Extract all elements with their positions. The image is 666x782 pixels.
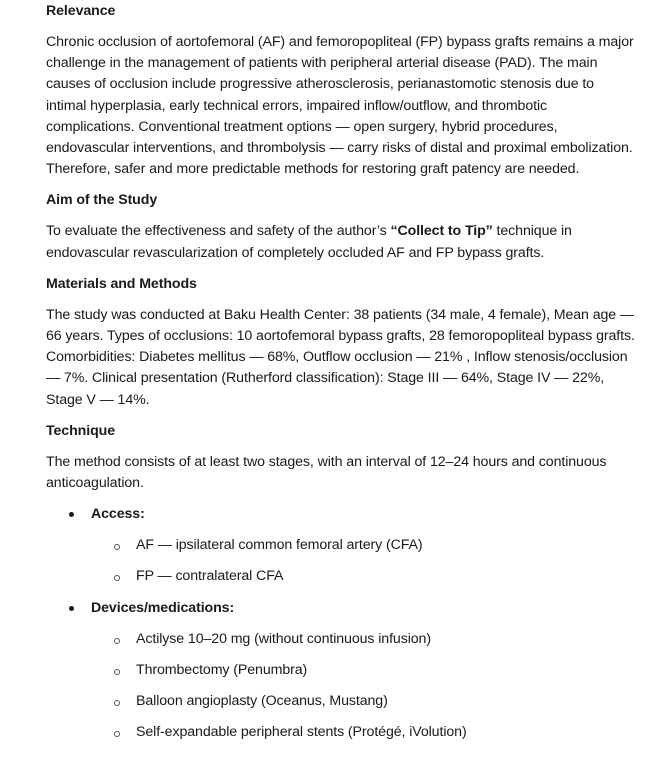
list-group-devices [46,598,636,744]
devices-sublist [91,629,636,744]
heading-technique: Technique [46,422,115,439]
bullet-disc-icon [69,512,74,517]
paragraph-relevance: Chronic occlusion of aortofemoral (AF) and femoropopliteal (FP) bypass grafts remains a major challenge in the management of patients with peripheral arterial disease (PAD). The main causes of occlusion include progressive atherosclerosis, perianastomotic stenosis due to intimal hyperplasia, early technical errors, impaired inflow/outflow, and thrombotic complications. Conventional treatment options — open surgery, hybrid procedures, endovascular interventions, and thrombolysis — carry risks of distal and proximal embolization. Therefore, safer and more predictable methods for restoring graft patency are needed. [46,34,634,178]
aim-text-after: technique in endovascular revascularization of completely occluded AF and FP bypass grafts. [46,223,572,261]
bullet-disc-icon [69,606,74,611]
paragraph-aim [46,221,636,263]
bullet-circle-icon [114,638,120,644]
list-item [91,535,636,556]
list-item-text: Actilyse 10–20 mg (without continuous infusion) [136,630,431,647]
bullet-circle-icon [114,544,120,550]
bullet-circle-icon [114,669,120,675]
heading-relevance: Relevance [46,3,116,19]
heading-materials-methods: Materials and Methods [46,275,197,292]
list-group-label: Devices/medications: [91,599,235,616]
list-item-text: AF — ipsilateral common femoral artery (CFA) [136,537,423,554]
paragraph-technique: The method consists of at least two stages, with an interval of 12–24 hours and continuous anticoagulation. [46,453,607,492]
list-item-text: Self-expandable peripheral stents (Protégé, iVolution) [136,724,467,741]
paragraph-materials-methods: The study was conducted at Baku Health Center: 38 patients (34 male, 4 female), Mean age — 66 years. Types of occlusions: 10 aortofemoral bypass grafts, 28 femoropopliteal bypass grafts. Comorbidities: Diabetes mellitus — 68%, Outflow occlusion — 21% , Inflow stenosis/occlusion — 7%. Clinical presentation (Rutherford classification): Stage III — 64%, Stage IV — 22%, Stage V — 14%. [46,306,635,408]
list-group-access [46,504,636,587]
list-group-label: Access: [91,506,145,523]
aim-text-before: To evaluate the effectiveness and safety of the author’s [46,223,391,240]
bullet-circle-icon [114,700,120,706]
list-item [91,691,636,712]
list-item-text: Thrombectomy (Penumbra) [136,661,308,678]
list-item [91,722,636,743]
bullet-circle-icon [114,731,120,737]
access-sublist [91,535,636,587]
list-item-text: FP — contralateral CFA [136,568,284,585]
list-item [91,629,636,650]
bullet-circle-icon [114,575,120,581]
list-item [91,660,636,681]
list-item-text: Balloon angioplasty (Oceanus, Mustang) [136,693,388,710]
list-item [91,566,636,587]
aim-technique-name: “Collect to Tip” [390,223,493,240]
heading-aim: Aim of the Study [46,192,158,209]
technique-list [46,504,636,743]
